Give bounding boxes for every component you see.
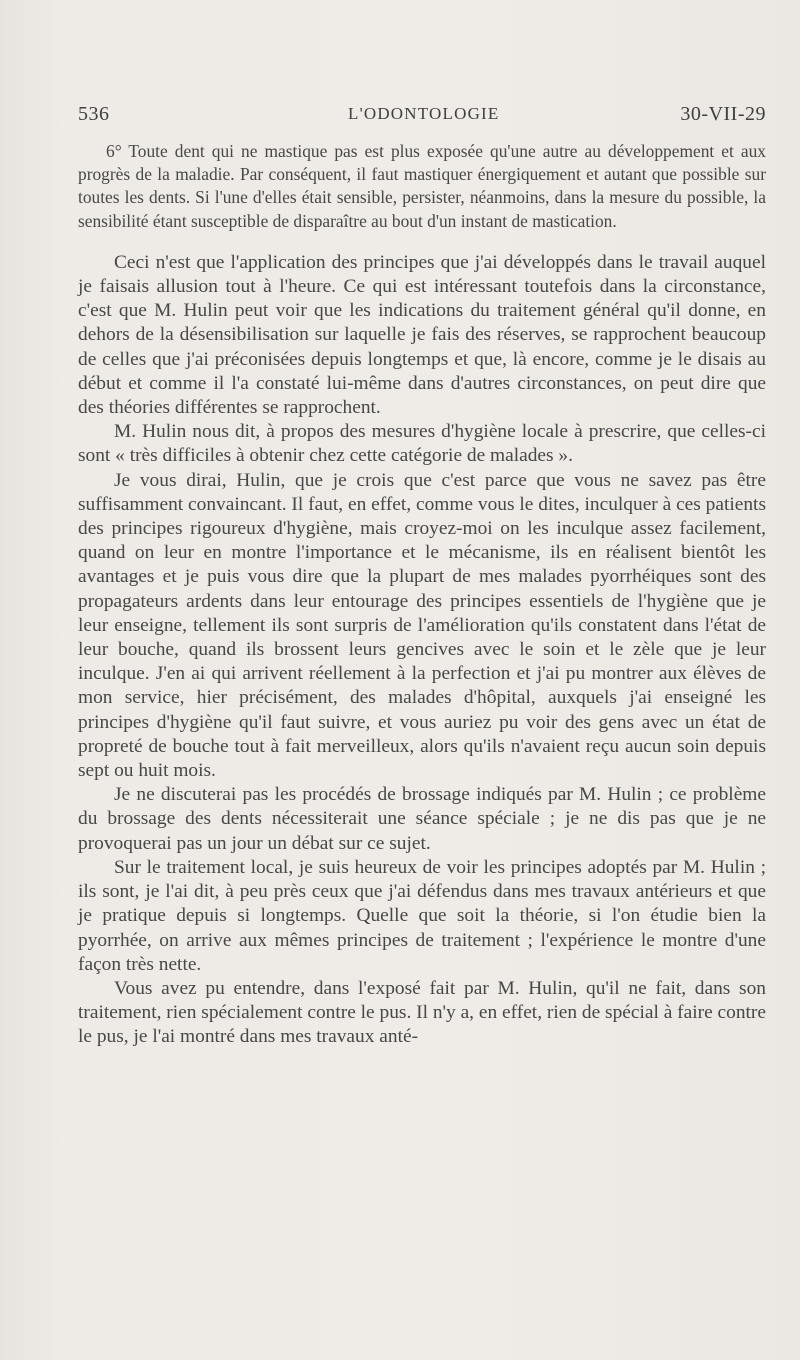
paragraph: Je vous dirai, Hulin, que je crois que c'est parce que vous ne savez pas être suffisamment convaincant. Il faut, en effet, comme vous le dites, inculquer à ces patients des principes rigoureux d'hygiène, mais croyez-moi on les inculque assez facilement, quand on leur en montre l'importance et le mécanisme, ils en réalisent bientôt les avantages et je puis vous dire que la plupart de mes malades pyorrhéiques sont des propagateurs ardents dans leur entourage des principes essentiels de l'hygiène que je leur enseigne, tellement ils sont surpris de l'amélioration qu'ils constatent dans l'état de leur bouche, quand ils brossent leurs gencives avec le soin et le zèle que je leur inculque. J'en ai qui arrivent réellement à la perfection et j'ai pu montrer aux élèves de mon service, hier précisément, des malades d'hôpital, auxquels j'ai enseigné les principes d'hygiène qu'il faut suivre, et vous auriez pu voir des gens avec un état de propreté de bouche tout à fait merveilleux, alors qu'ils n'avaient reçu aucun soin depuis sept ou huit mois. [78,469,766,782]
issue-date: 30-VII-29 [680,103,766,125]
paragraph-point-6: 6° Toute dent qui ne mastique pas est plus exposée qu'une autre au développement et aux progrès de la maladie. Par conséquent, il faut mastiquer énergiquement et autant que possible sur toutes les dents. Si l'une d'elles était sensible, persister, néanmoins, dans la mesure du possible, la sensibilité étant susceptible de disparaître au bout d'un instant de mastication. [78,141,766,231]
paragraph: Ceci n'est que l'application des principes que j'ai développés dans le travail auquel je faisais allusion tout à l'heure. Ce qui est intéressant toutefois dans la circonstance, c'est que M. Hulin peut voir que les indications du traitement général qu'il donne, en dehors de la désensibilisation sur laquelle je fais des réserves, se rapprochent beaucoup de celles que j'ai préconisées depuis longtemps et que, là encore, comme je le disais au début et comme il l'a constaté lui-même dans d'autres circonstances, on peut dire que des théories différentes se rapprochent. [78,251,766,419]
paragraph: Sur le traitement local, je suis heureux de voir les principes adoptés par M. Hulin ; ils sont, je l'ai dit, à peu près ceux que j'ai défendus dans mes travaux antérieurs et que je pratique depuis si longtemps. Quelle que soit la théorie, si l'on étudie bien la pyorrhée, on arrive aux mêmes principes de traitement ; l'expérience le montre d'une façon très nette. [78,856,766,975]
page-number: 536 [78,103,110,125]
running-head [78,103,766,131]
journal-title: L'ODONTOLOGIE [348,104,500,123]
body-text [78,140,766,1050]
paragraph: Vous avez pu entendre, dans l'exposé fait par M. Hulin, qu'il ne fait, dans son traitement, rien spécialement contre le pus. Il n'y a, en effet, rien de spécial à faire contre le pus, je l'ai montré dans mes travaux anté- [78,977,766,1048]
paragraph: Je ne discuterai pas les procédés de brossage indiqués par M. Hulin ; ce problème du brossage des dents nécessiterait une séance spéciale ; je ne dis pas que je ne provoquerai pas un jour un débat sur ce sujet. [78,784,766,854]
paragraph: M. Hulin nous dit, à propos des mesures d'hygiène locale à prescrire, que celles-ci sont « très difficiles à obtenir chez cette catégorie de malades ». [78,421,766,467]
